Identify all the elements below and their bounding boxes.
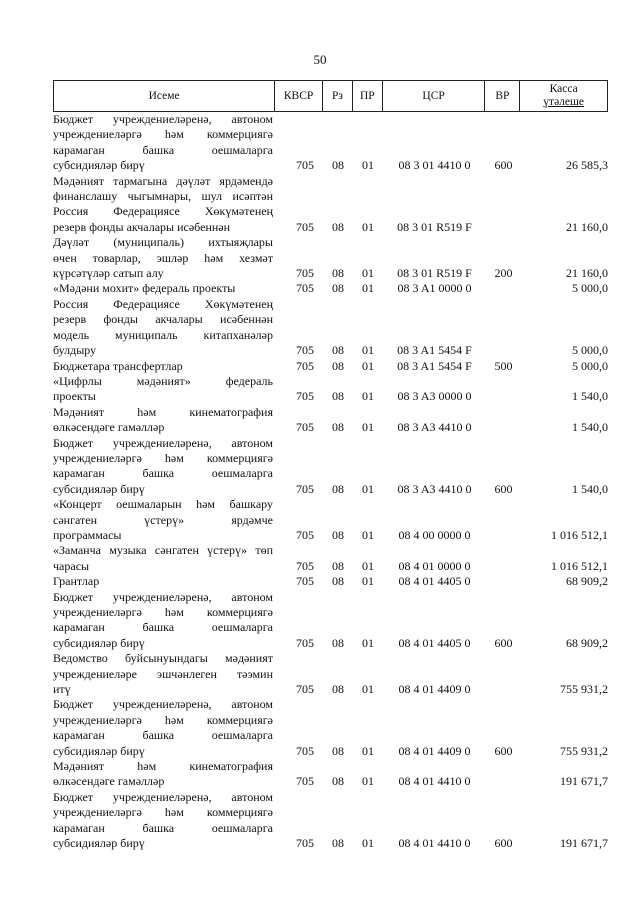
row-name-line: модель муниципаль китапханәләр	[53, 327, 273, 342]
row-kvsr	[273, 543, 323, 574]
row-kvsr	[273, 790, 323, 852]
row-name-line: программасы	[53, 527, 122, 542]
row-kvsr	[273, 436, 323, 498]
row-rz-value: 08	[332, 574, 344, 589]
row-csr	[383, 281, 486, 296]
row-kvsr	[273, 651, 323, 697]
header-csr: ЦСР	[383, 81, 486, 111]
row-name-line: учреждениеләргә һәм коммерциягә	[53, 712, 273, 727]
row-name-line: карамаган башка оешмаларга	[53, 620, 273, 635]
row-kvsr-value: 705	[296, 389, 314, 404]
header-kassa-line1: Касса	[549, 83, 578, 95]
row-vr	[486, 543, 521, 574]
row-kvsr-value: 705	[296, 836, 314, 851]
row-kvsr-value: 705	[296, 481, 314, 496]
row-name-line: өлкәсендәге гамәлләр	[53, 420, 165, 435]
row-kvsr-value: 705	[296, 574, 314, 589]
row-name-line: карамаган башка оешмаларга	[53, 142, 273, 157]
row-name-line: субсидияләр бирү	[53, 481, 145, 496]
row-vr	[486, 374, 521, 405]
row-pr-value: 01	[362, 266, 374, 281]
row-kvsr	[273, 281, 323, 296]
row-kassa-value: 755 931,2	[560, 682, 608, 697]
row-name-line: «Цифрлы мәдәният» федераль	[53, 373, 273, 388]
row-csr-value: 08 4 01 4409 0	[398, 743, 471, 758]
row-rz-value: 08	[332, 481, 344, 496]
row-name	[53, 697, 273, 759]
row-vr	[486, 697, 521, 759]
row-vr	[486, 759, 521, 790]
row-pr-value: 01	[362, 389, 374, 404]
row-kassa-value: 1 016 512,1	[551, 527, 608, 542]
row-name-line: Грантлар	[53, 574, 100, 589]
row-kassa	[521, 497, 608, 543]
row-csr	[383, 590, 486, 652]
row-pr-value: 01	[362, 281, 374, 296]
row-vr	[486, 574, 521, 589]
row-csr	[383, 235, 486, 281]
row-kvsr-value: 705	[296, 281, 314, 296]
row-kassa	[521, 112, 608, 174]
row-name-line: субсидияләр бирү	[53, 635, 145, 650]
row-vr	[486, 281, 521, 296]
row-kassa	[521, 359, 608, 374]
row-kvsr	[273, 497, 323, 543]
row-vr-value: 600	[494, 158, 513, 173]
row-kassa-value: 191 671,7	[560, 836, 608, 851]
row-rz-value: 08	[332, 358, 344, 373]
row-kassa-value: 5 000,0	[572, 343, 608, 358]
row-vr	[486, 436, 521, 498]
row-kassa	[521, 590, 608, 652]
row-csr-value: 08 3 A3 4410 0	[397, 481, 472, 496]
row-vr	[486, 405, 521, 436]
row-kassa	[521, 790, 608, 852]
row-name-line: өчен товарлар, эшләр һәм хезмәт	[53, 250, 273, 265]
row-csr-value: 08 4 01 4405 0	[398, 635, 471, 650]
row-name-line: учреждениеләре эшчәнлеген тәэмин	[53, 666, 273, 681]
row-name-line: Россия Федерациясе Хөкүмәтенең	[53, 204, 273, 219]
row-vr-value: 600	[494, 743, 513, 758]
row-vr	[486, 174, 521, 236]
row-name-line: күрсәтүләр сатып алу	[53, 266, 164, 281]
table-header	[53, 80, 608, 112]
row-rz	[323, 574, 353, 589]
table-row	[53, 790, 608, 852]
row-name-line: резерв фонды акчалары исәбеннән	[53, 312, 273, 327]
row-name-line: «Концерт оешмаларын һәм башкару	[53, 497, 273, 512]
row-pr	[353, 590, 383, 652]
row-csr	[383, 790, 486, 852]
table-row	[53, 574, 608, 589]
row-rz	[323, 281, 353, 296]
row-csr	[383, 436, 486, 498]
row-rz-value: 08	[332, 836, 344, 851]
row-pr-value: 01	[362, 743, 374, 758]
table-row	[53, 112, 608, 174]
row-name-line: өлкәсендәге гамәлләр	[53, 774, 165, 789]
row-kvsr-value: 705	[296, 266, 314, 281]
table-row	[53, 543, 608, 574]
row-kassa	[521, 174, 608, 236]
page-number: 50	[313, 52, 327, 67]
row-rz	[323, 759, 353, 790]
row-rz	[323, 405, 353, 436]
row-rz-value: 08	[332, 219, 344, 234]
row-name	[53, 405, 273, 436]
row-kvsr-value: 705	[296, 558, 314, 573]
row-csr-value: 08 3 01 R519 F	[397, 219, 472, 234]
row-name	[53, 374, 273, 405]
row-pr-value: 01	[362, 836, 374, 851]
row-name-line: булдыру	[53, 343, 97, 358]
row-kvsr-value: 705	[296, 358, 314, 373]
row-rz-value: 08	[332, 420, 344, 435]
row-csr-value: 08 3 A1 5454 F	[397, 343, 472, 358]
row-name-line: проекты	[53, 389, 96, 404]
row-pr-value: 01	[362, 343, 374, 358]
row-kassa-value: 21 160,0	[566, 219, 608, 234]
row-name	[53, 235, 273, 281]
row-kvsr	[273, 697, 323, 759]
row-name	[53, 590, 273, 652]
row-name	[53, 112, 273, 174]
row-rz-value: 08	[332, 281, 344, 296]
row-rz-value: 08	[332, 682, 344, 697]
row-rz	[323, 297, 353, 359]
row-pr-value: 01	[362, 420, 374, 435]
row-csr-value: 08 4 00 0000 0	[398, 527, 471, 542]
row-csr-value: 08 3 A3 0000 0	[397, 389, 472, 404]
row-name	[53, 574, 273, 589]
row-csr	[383, 174, 486, 236]
row-pr-value: 01	[362, 574, 374, 589]
row-kassa	[521, 405, 608, 436]
row-name-line: сәнгатен үстерү» ярдәмче	[53, 512, 273, 527]
row-pr	[353, 574, 383, 589]
row-name-line: Мәдәният һәм кинематография	[53, 759, 273, 774]
row-vr-value: 600	[494, 836, 513, 851]
row-name-line: субсидияләр бирү	[53, 836, 145, 851]
row-name-line: «Мәдәни мохит» федераль проекты	[53, 281, 236, 296]
row-pr-value: 01	[362, 158, 374, 173]
row-kassa	[521, 436, 608, 498]
row-kvsr	[273, 574, 323, 589]
row-name-line: учреждениеләргә һәм коммерциягә	[53, 605, 273, 619]
row-vr-value: 200	[494, 266, 513, 281]
row-kvsr-value: 705	[296, 635, 314, 650]
row-kvsr	[273, 235, 323, 281]
row-csr-value: 08 4 01 4409 0	[398, 682, 471, 697]
row-pr	[353, 759, 383, 790]
table-row	[53, 759, 608, 790]
row-csr-value: 08 4 01 4410 0	[398, 774, 471, 789]
table-row	[53, 174, 608, 236]
row-csr	[383, 759, 486, 790]
row-rz	[323, 235, 353, 281]
row-kvsr	[273, 297, 323, 359]
row-kvsr-value: 705	[296, 774, 314, 789]
row-rz	[323, 359, 353, 374]
table-row	[53, 651, 608, 697]
row-kvsr	[273, 112, 323, 174]
row-name-line: Дәүләт (муниципаль) ихтыяҗлары	[53, 235, 273, 250]
row-csr	[383, 697, 486, 759]
row-vr-value: 600	[494, 481, 513, 496]
row-kassa	[521, 759, 608, 790]
row-name-line: субсидияләр бирү	[53, 743, 145, 758]
row-name-line: Мәдәният һәм кинематография	[53, 404, 273, 419]
row-pr	[353, 374, 383, 405]
row-csr-value: 08 4 01 4405 0	[398, 574, 471, 589]
row-name-line: итү	[53, 682, 71, 697]
row-pr-value: 01	[362, 635, 374, 650]
table-row	[53, 297, 608, 359]
row-pr-value: 01	[362, 774, 374, 789]
table-row	[53, 235, 608, 281]
row-name-line: Россия Федерациясе Хөкүмәтенең	[53, 296, 273, 311]
row-rz	[323, 590, 353, 652]
row-rz	[323, 112, 353, 174]
table-row	[53, 359, 608, 374]
row-kassa-value: 1 540,0	[572, 389, 608, 404]
row-kvsr-value: 705	[296, 527, 314, 542]
row-kassa	[521, 297, 608, 359]
row-name-line: карамаган башка оешмаларга	[53, 466, 273, 481]
row-kassa-value: 1 540,0	[572, 420, 608, 435]
row-kvsr-value: 705	[296, 343, 314, 358]
row-kvsr	[273, 590, 323, 652]
table-row	[53, 374, 608, 405]
row-kassa	[521, 374, 608, 405]
row-csr-value: 08 3 A1 5454 F	[397, 358, 472, 373]
row-kassa-value: 5 000,0	[572, 358, 608, 373]
table-row	[53, 497, 608, 543]
row-rz	[323, 497, 353, 543]
row-name-line: Бюджет учреждениеләренә, автоном	[53, 112, 273, 126]
row-kassa	[521, 574, 608, 589]
row-kassa-value: 1 540,0	[572, 481, 608, 496]
row-kvsr-value: 705	[296, 682, 314, 697]
row-csr	[383, 651, 486, 697]
row-kassa-value: 755 931,2	[560, 743, 608, 758]
row-pr	[353, 174, 383, 236]
row-pr	[353, 697, 383, 759]
row-csr-value: 08 3 01 R519 F	[397, 266, 472, 281]
row-kassa	[521, 651, 608, 697]
row-csr-value: 08 4 01 0000 0	[398, 558, 471, 573]
row-pr	[353, 112, 383, 174]
row-rz-value: 08	[332, 635, 344, 650]
row-csr-value: 08 3 A3 4410 0	[397, 420, 472, 435]
row-rz-value: 08	[332, 343, 344, 358]
row-pr	[353, 497, 383, 543]
row-kassa-value: 21 160,0	[566, 266, 608, 281]
row-name-line: Бюджетара трансфертлар	[53, 358, 183, 373]
row-kassa	[521, 543, 608, 574]
row-name-line: финанслашу чыгымнары, шул исәптән	[53, 189, 273, 204]
row-kvsr-value: 705	[296, 219, 314, 234]
row-kassa	[521, 281, 608, 296]
row-csr-value: 08 3 01 4410 0	[398, 158, 471, 173]
row-kassa-value: 68 909,2	[566, 574, 608, 589]
row-rz-value: 08	[332, 527, 344, 542]
row-name-line: учреждениеләргә һәм коммерциягә	[53, 450, 273, 465]
row-name	[53, 436, 273, 498]
row-pr-value: 01	[362, 558, 374, 573]
row-name-line: чарасы	[53, 558, 90, 573]
row-vr	[486, 590, 521, 652]
row-csr	[383, 297, 486, 359]
row-name	[53, 543, 273, 574]
row-vr	[486, 790, 521, 852]
row-name-line: Ведомство буйсынуындагы мәдәният	[53, 651, 273, 666]
header-pr: ПР	[353, 81, 383, 111]
header-name: Исеме	[54, 81, 275, 111]
row-name-line: карамаган башка оешмаларга	[53, 728, 273, 743]
row-kassa	[521, 697, 608, 759]
row-pr-value: 01	[362, 481, 374, 496]
header-kvsr: КВСР	[275, 81, 323, 111]
row-vr	[486, 359, 521, 374]
header-rz: Рз	[323, 81, 353, 111]
row-name-line: карамаган башка оешмаларга	[53, 820, 273, 835]
row-kvsr	[273, 359, 323, 374]
row-name-line: резерв фонды акчалары исәбеннән	[53, 219, 231, 234]
row-name	[53, 297, 273, 359]
row-kassa-value: 68 909,2	[566, 635, 608, 650]
row-name-line: «Заманча музыка сәнгатен үстерү» төп	[53, 543, 273, 558]
row-csr	[383, 359, 486, 374]
row-name	[53, 281, 273, 296]
row-pr-value: 01	[362, 358, 374, 373]
row-name-line: Мәдәният тармагына дәүләт ярдәмендә	[53, 173, 273, 188]
row-kvsr-value: 705	[296, 420, 314, 435]
row-csr-value: 08 4 01 4410 0	[398, 836, 471, 851]
row-kassa-value: 191 671,7	[560, 774, 608, 789]
row-rz	[323, 790, 353, 852]
row-rz	[323, 374, 353, 405]
row-rz	[323, 436, 353, 498]
row-pr	[353, 297, 383, 359]
table-row	[53, 697, 608, 759]
table-row	[53, 590, 608, 652]
row-rz-value: 08	[332, 774, 344, 789]
row-csr	[383, 112, 486, 174]
header-kassa	[520, 81, 607, 111]
row-name	[53, 497, 273, 543]
row-vr	[486, 235, 521, 281]
row-name	[53, 174, 273, 236]
row-pr-value: 01	[362, 682, 374, 697]
row-csr	[383, 405, 486, 436]
row-csr	[383, 374, 486, 405]
row-vr	[486, 651, 521, 697]
row-rz-value: 08	[332, 389, 344, 404]
row-kvsr	[273, 374, 323, 405]
row-kassa-value: 26 585,3	[566, 158, 608, 173]
table-body	[53, 112, 608, 852]
row-kvsr	[273, 759, 323, 790]
row-rz	[323, 174, 353, 236]
row-rz-value: 08	[332, 266, 344, 281]
row-name-line: учреждениеләргә һәм коммерциягә	[53, 127, 273, 142]
row-csr	[383, 574, 486, 589]
row-kvsr	[273, 174, 323, 236]
row-name	[53, 359, 273, 374]
row-kvsr-value: 705	[296, 158, 314, 173]
row-vr	[486, 112, 521, 174]
row-kvsr	[273, 405, 323, 436]
row-csr	[383, 497, 486, 543]
row-name-line: Бюджет учреждениеләренә, автоном	[53, 697, 273, 712]
row-kassa	[521, 235, 608, 281]
row-vr-value: 500	[494, 358, 513, 373]
row-rz-value: 08	[332, 743, 344, 758]
row-pr	[353, 281, 383, 296]
row-name-line: Бюджет учреждениеләренә, автоном	[53, 789, 273, 804]
row-rz	[323, 651, 353, 697]
row-pr	[353, 543, 383, 574]
row-pr-value: 01	[362, 527, 374, 542]
row-pr	[353, 235, 383, 281]
row-csr-value: 08 3 A1 0000 0	[397, 281, 472, 296]
row-name	[53, 790, 273, 852]
header-kassa-line2: үтәлеше	[543, 96, 584, 108]
row-kassa-value: 1 016 512,1	[551, 558, 608, 573]
row-kvsr-value: 705	[296, 743, 314, 758]
row-rz	[323, 543, 353, 574]
row-rz-value: 08	[332, 558, 344, 573]
row-pr	[353, 405, 383, 436]
row-name-line: субсидияләр бирү	[53, 158, 145, 173]
row-rz	[323, 697, 353, 759]
row-pr-value: 01	[362, 219, 374, 234]
row-name-line: учреждениеләргә һәм коммерциягә	[53, 805, 273, 820]
row-name	[53, 759, 273, 790]
header-vr: ВР	[485, 81, 520, 111]
row-kassa-value: 5 000,0	[572, 281, 608, 296]
table-row	[53, 405, 608, 436]
row-pr	[353, 790, 383, 852]
row-csr	[383, 543, 486, 574]
table-row	[53, 281, 608, 296]
table-row	[53, 436, 608, 498]
row-name-line: Бюджет учреждениеләренә, автоном	[53, 589, 273, 604]
row-pr	[353, 436, 383, 498]
row-pr	[353, 359, 383, 374]
row-name-line: Бюджет учреждениеләренә, автоном	[53, 435, 273, 450]
row-rz-value: 08	[332, 158, 344, 173]
row-name	[53, 651, 273, 697]
row-vr	[486, 497, 521, 543]
row-pr	[353, 651, 383, 697]
row-vr	[486, 297, 521, 359]
row-vr-value: 600	[494, 635, 513, 650]
